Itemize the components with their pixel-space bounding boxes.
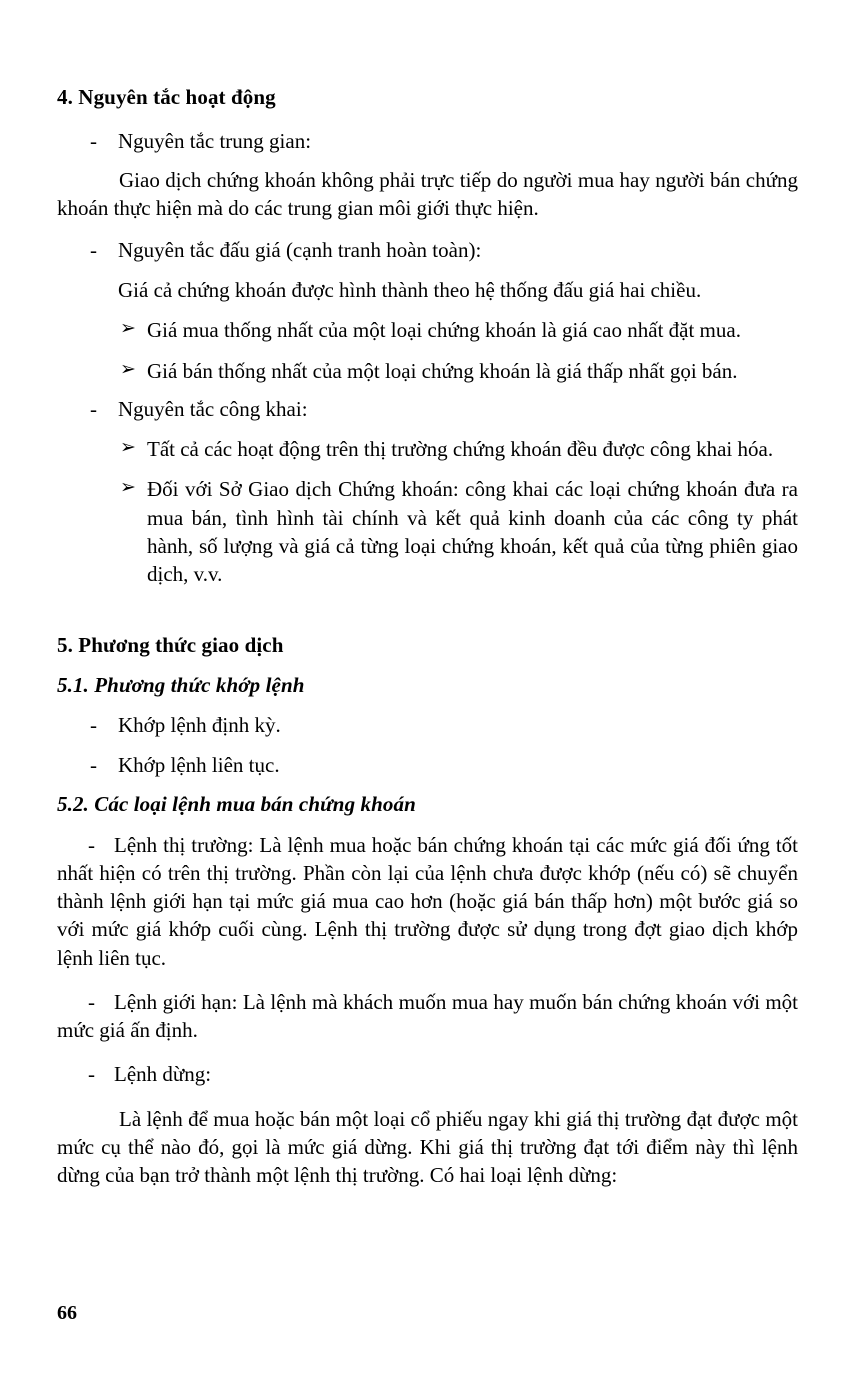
paragraph-lenh-thi-truong [57, 831, 798, 972]
list-item-label: Nguyên tắc đấu giá (cạnh tranh hoàn toàn): [118, 238, 482, 262]
list-item-text: Khớp lệnh định kỳ. [118, 712, 281, 737]
page-content [57, 84, 798, 1189]
heading-section-5-2: 5.2. Các loại lệnh mua bán chứng khoán [57, 792, 416, 817]
arrow-bullet-icon: ➢ [120, 477, 136, 499]
order-text: Lệnh dừng: [114, 1062, 212, 1087]
dash-bullet-icon: - [90, 753, 97, 778]
list-item-label: Nguyên tắc trung gian: [118, 129, 312, 154]
dash-bullet-icon: - [90, 396, 97, 421]
list-item-khop-lenh-dinh-ky [57, 711, 798, 739]
arrow-bullet-icon: ➢ [120, 358, 136, 380]
list-item-cong-khai-hoa [57, 435, 798, 463]
heading-section-5: 5. Phương thức giao dịch [57, 633, 284, 658]
dash-bullet-icon: - [88, 1062, 95, 1087]
list-item-nguyen-tac-dau-gia [57, 236, 798, 264]
dash-bullet-icon: - [90, 238, 97, 262]
list-item-gia-ban-thong-nhat [57, 357, 798, 385]
list-item-text: Khớp lệnh liên tục. [118, 753, 280, 778]
list-item-text: Giá bán thống nhất của một loại chứng khoán là giá thấp nhất gọi bán. [147, 358, 738, 383]
paragraph-dau-gia: Giá cả chứng khoán được hình thành theo hệ thống đấu giá hai chiều. [118, 278, 702, 303]
order-text: Lệnh giới hạn: Là lệnh mà khách muốn mua hay muốn bán chứng khoán với một mức giá ấn định. [57, 989, 798, 1043]
dash-bullet-icon: - [90, 129, 97, 154]
list-item-text: Giá mua thống nhất của một loại chứng khoán là giá cao nhất đặt mua. [147, 318, 741, 343]
list-item-label: Nguyên tắc công khai: [118, 396, 308, 421]
arrow-bullet-icon: ➢ [120, 437, 136, 459]
list-item-nguyen-tac-trung-gian [57, 127, 798, 155]
list-item-gia-mua-thong-nhat [57, 316, 798, 344]
paragraph-lenh-gioi-han [57, 988, 798, 1044]
dash-bullet-icon: - [88, 832, 95, 857]
list-item-nguyen-tac-cong-khai [57, 395, 798, 423]
heading-section-4: 4. Nguyên tắc hoạt động [57, 85, 276, 109]
paragraph-lenh-dung [57, 1060, 798, 1088]
arrow-bullet-icon: ➢ [120, 318, 136, 340]
dash-bullet-icon: - [90, 712, 97, 737]
dash-bullet-icon: - [88, 989, 95, 1014]
order-text: Lệnh thị trường: Là lệnh mua hoặc bán chứng khoán tại các mức giá đối ứng tốt nhất hiện có trên thị trường. Phần còn lại của lệnh chưa được khớp (nếu có) sẽ chuyển thành lệnh giới hạn tại mức giá mua cao hơn (hoặc giá bán thấp hơn) một bước giá so với mức giá khớp cuối cùng. Lệnh thị trường được sử dụng trong đợt giao dịch khớp lệnh liên tục. [57, 832, 798, 970]
list-item-text: Tất cả các hoạt động trên thị trường chứng khoán đều được công khai hóa. [147, 437, 774, 462]
list-item-text: Đối với Sở Giao dịch Chứng khoán: công khai các loại chứng khoán đưa ra mua bán, tình hình tài chính và kết quả kinh doanh của các công ty phát hành, số lượng và giá cả từng loại chứng khoán, kết quả của từng phiên giao dịch, v.v. [147, 477, 798, 587]
heading-section-5-1: 5.1. Phương thức khớp lệnh [57, 672, 305, 697]
paragraph-lenh-dung-mo-ta: Là lệnh để mua hoặc bán một loại cổ phiếu ngay khi giá thị trường đạt được một mức cụ thể nào đó, gọi là mức giá dừng. Khi giá thị trường đạt tới điểm này thì lệnh dừng của bạn trở thành một lệnh thị trường. Có hai loại lệnh dừng: [57, 1106, 798, 1188]
list-item-so-giao-dich [57, 475, 798, 588]
page-number: 66 [57, 1302, 77, 1324]
list-item-khop-lenh-lien-tuc [57, 751, 798, 779]
paragraph-trung-gian: Giao dịch chứng khoán không phải trực tiếp do người mua hay người bán chứng khoán thực hiện mà do các trung gian môi giới thực hiện. [57, 167, 798, 220]
